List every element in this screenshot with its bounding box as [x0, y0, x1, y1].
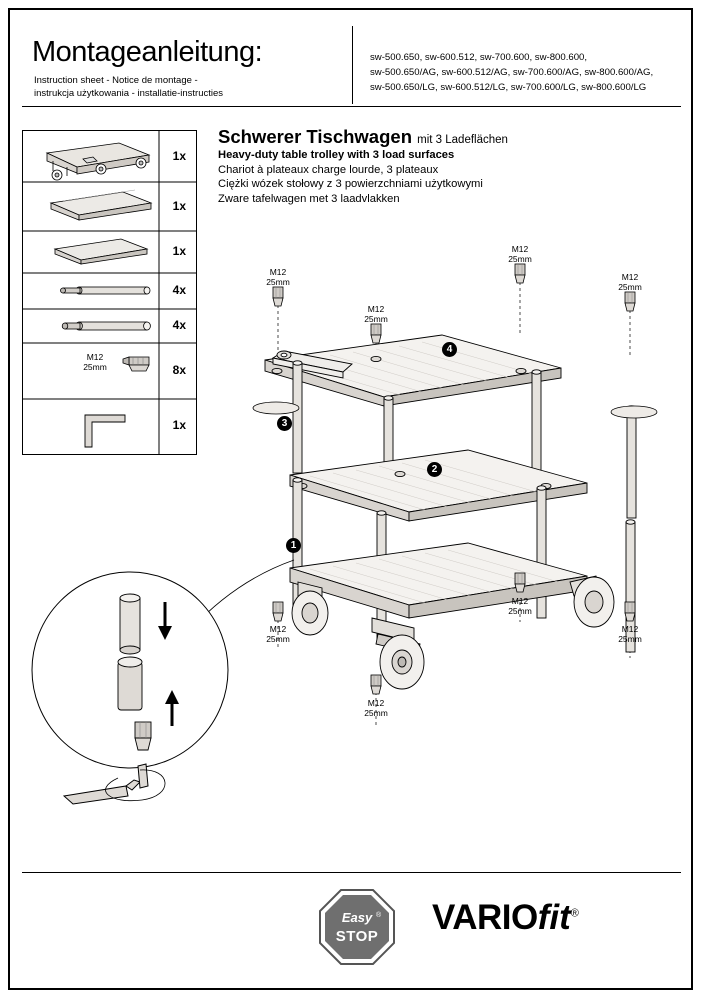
screw-label-3-line1: M12 — [511, 244, 529, 254]
assembly-illustration — [22, 230, 681, 850]
screw-label-8 — [356, 698, 396, 718]
top-shelf-part — [265, 335, 561, 406]
screw-label-3 — [500, 244, 540, 264]
easystop-line2: STOP — [335, 928, 379, 945]
screw-bottom-mid-right — [515, 573, 525, 592]
model-line-2: sw-500.650/AG, sw-600.512/AG, sw-700.600/AG, sw-800.600/AG, — [370, 67, 654, 78]
part-qty-long-tube: 4x — [172, 283, 186, 297]
variofit-fit: fit — [537, 898, 571, 937]
model-number-list — [370, 50, 653, 95]
screw-label-2-line1: M12 — [367, 304, 385, 314]
trolley-exploded-diagram — [22, 230, 681, 850]
callout-3: 3 — [277, 416, 292, 431]
document-header — [22, 22, 681, 104]
screw-label-3-line2: 25mm — [508, 254, 532, 264]
variofit-logo — [432, 898, 579, 938]
part-qty-allen-key: 1x — [172, 418, 186, 432]
part-qty-middle-shelf: 1x — [172, 199, 186, 213]
product-title-pl: Ciężki wózek stołowy z 3 powierzchniami użytkowymi — [218, 178, 483, 191]
screw-label-1-line2: 25mm — [266, 277, 290, 287]
screw-label-8-line1: M12 — [367, 698, 385, 708]
screw-bottom-right — [625, 602, 635, 621]
product-title-de — [218, 126, 658, 148]
detail-zoom-view — [32, 572, 228, 804]
product-title-block — [218, 126, 658, 206]
screw-label-1 — [258, 267, 298, 287]
page-subtitle-line2: instrukcja użytkowania - installatie-instructies — [34, 88, 224, 99]
easystop-logo — [318, 888, 396, 966]
page-title: Montageanleitung: — [32, 36, 263, 68]
screw-label-5 — [258, 624, 298, 644]
screw-label-8-line2: 25mm — [364, 708, 388, 718]
screw-label-7-line2: 25mm — [618, 634, 642, 644]
callout-2: 2 — [427, 462, 442, 477]
screw-label-1-line1: M12 — [269, 267, 287, 277]
screw-label-5-line2: 25mm — [266, 634, 290, 644]
screw-bottom-left — [273, 602, 283, 621]
screw-label-2 — [356, 304, 396, 324]
product-title-de-main: Schwerer Tischwagen — [218, 126, 412, 147]
callout-4: 4 — [442, 342, 457, 357]
part-qty-short-tube: 4x — [172, 318, 186, 332]
part-qty-base: 1x — [172, 149, 186, 163]
header-vertical-divider — [352, 26, 353, 104]
screw-label-6 — [500, 596, 540, 616]
screw-label-5-line1: M12 — [269, 624, 287, 634]
page-subtitle — [34, 74, 223, 100]
screw-top-right — [625, 292, 635, 311]
screw-label-4-line1: M12 — [621, 272, 639, 282]
screw-label-7 — [610, 624, 650, 644]
screw-label-7-line1: M12 — [621, 624, 639, 634]
footer-rule — [22, 872, 681, 873]
screw-top-right-back — [515, 264, 525, 283]
model-line-1: sw-500.650, sw-600.512, sw-700.600, sw-800.600, — [370, 52, 588, 63]
variofit-reg: ® — [570, 907, 579, 920]
detail-allen-key — [64, 764, 148, 804]
product-title-fr: Chariot à plateaux charge lourde, 3 plateaux — [218, 163, 439, 176]
product-title-de-suffix: mit 3 Ladeflächen — [417, 134, 508, 146]
screw-bottom-front — [371, 675, 381, 694]
screw-label-4-line2: 25mm — [618, 282, 642, 292]
easystop-line1: Easy — [341, 910, 373, 925]
callout-1: 1 — [286, 538, 301, 553]
variofit-vario: VARIO — [432, 898, 538, 937]
post-connector-discs — [253, 402, 657, 418]
screw-top-left — [273, 287, 283, 306]
screw-label-4 — [610, 272, 650, 292]
easystop-reg: ® — [376, 912, 382, 919]
model-line-3: sw-500.650/LG, sw-600.512/LG, sw-700.600/LG, sw-800.600/LG — [370, 82, 647, 93]
screw-label-6-line1: M12 — [511, 596, 529, 606]
part-icon-middle-shelf — [51, 190, 151, 220]
part-icon-base — [47, 143, 149, 180]
header-horizontal-rule — [22, 106, 681, 107]
screw-label-2-line2: 25mm — [364, 314, 388, 324]
screw-top-mid — [371, 324, 381, 343]
easystop-octagon — [318, 888, 396, 966]
screw-label-6-line2: 25mm — [508, 606, 532, 616]
part-screw-size-line1: M12 — [86, 352, 104, 362]
part-qty-screw: 8x — [172, 363, 186, 377]
page-subtitle-line1: Instruction sheet - Notice de montage - — [34, 75, 198, 86]
part-qty-top-shelf: 1x — [172, 244, 186, 258]
product-title-en: Heavy-duty table trolley with 3 load surfaces — [218, 149, 455, 161]
part-screw-size-line2: 25mm — [83, 362, 107, 372]
product-title-nl: Zware tafelwagen met 3 laadvlakken — [218, 192, 400, 205]
